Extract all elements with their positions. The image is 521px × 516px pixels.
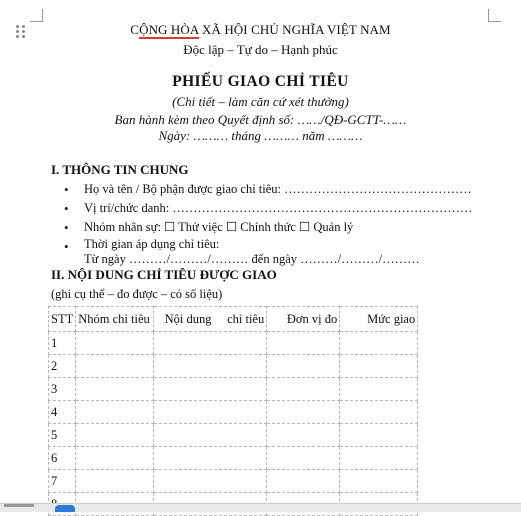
row-number: 3	[49, 378, 76, 401]
decision-reference: Ban hành kèm theo Quyết định số: ……/QĐ-GCTT-……	[114, 112, 407, 127]
table-cell[interactable]	[154, 424, 267, 447]
table-cell[interactable]	[154, 401, 267, 424]
form-title: PHIẾU GIAO CHỈ TIÊU	[172, 73, 349, 90]
table-cell[interactable]	[154, 470, 267, 493]
status-bar-text-fragment	[4, 504, 34, 507]
table-cell[interactable]	[340, 424, 418, 447]
table-cell[interactable]	[340, 378, 418, 401]
row-number: 1	[49, 332, 76, 355]
table-cell[interactable]	[76, 332, 154, 355]
list-item	[64, 199, 472, 218]
list-item	[64, 218, 472, 237]
table-cell[interactable]	[154, 378, 267, 401]
list-item-text: Vị trí/chức danh: ………………………………………………………………	[84, 201, 473, 215]
row-number: 6	[49, 447, 76, 470]
table-cell[interactable]	[340, 401, 418, 424]
table-cell[interactable]	[76, 378, 154, 401]
table-row	[49, 401, 418, 424]
list-item-text: • Thời gian áp dụng chỉ tiêu:	[84, 237, 220, 251]
table-cell[interactable]	[76, 355, 154, 378]
spellcheck-underline-text: ỘNG HÒA	[139, 22, 199, 37]
table-cell[interactable]	[340, 470, 418, 493]
row-number: 2	[49, 355, 76, 378]
table-cell[interactable]	[267, 470, 340, 493]
row-number: 5	[49, 424, 76, 447]
table-row	[49, 470, 418, 493]
targets-table	[48, 306, 418, 516]
table-row	[49, 447, 418, 470]
table-cell[interactable]	[267, 355, 340, 378]
section-2-heading: II. NỘI DUNG CHỈ TIÊU ĐƯỢC GIAO	[51, 267, 277, 282]
column-header-target-level: Mức giao	[340, 307, 418, 332]
table-cell[interactable]	[76, 401, 154, 424]
general-info-list	[64, 180, 472, 271]
table-cell[interactable]	[267, 424, 340, 447]
list-item	[64, 180, 472, 199]
nation-header	[0, 22, 521, 38]
nation-header-post: XÃ HỘI CHỦ NGHĨA VIỆT NAM	[198, 22, 391, 37]
table-cell[interactable]	[76, 424, 154, 447]
table-cell[interactable]	[340, 447, 418, 470]
form-subtitle: (Chi tiết – làm căn cứ xét thưởng)	[172, 94, 349, 109]
table-cell[interactable]	[154, 355, 267, 378]
page-corner-mark-top-right	[488, 9, 501, 22]
table-row	[49, 424, 418, 447]
table-cell[interactable]	[76, 470, 154, 493]
row-number: 4	[49, 401, 76, 424]
nation-header-pre: C	[130, 22, 140, 37]
table-row	[49, 355, 418, 378]
page-corner-mark-top-left	[30, 9, 43, 22]
table-cell[interactable]	[267, 401, 340, 424]
row-number: 7	[49, 470, 76, 493]
list-item	[64, 237, 472, 271]
table-cell[interactable]	[267, 378, 340, 401]
column-header-content: Nội dung chỉ tiêu	[154, 307, 267, 332]
table-cell[interactable]	[340, 355, 418, 378]
column-header-group: Nhóm chỉ tiêu	[76, 307, 154, 332]
date-line: Ngày: ……… tháng ……… năm ………	[158, 128, 363, 143]
section-2-note: (ghi cụ thể – đo được – có số liệu)	[51, 287, 223, 301]
period-line: Từ ngày ………/………/……… đến ngày ………/………/………	[84, 252, 420, 266]
column-header-stt: STT	[49, 307, 76, 332]
table-header-row	[49, 307, 418, 332]
column-header-unit: Đơn vị đo	[267, 307, 340, 332]
table-cell[interactable]	[76, 447, 154, 470]
list-item-text: Họ và tên / Bộ phận được giao chỉ tiêu: ………………………………………	[84, 182, 472, 196]
table-cell[interactable]	[154, 332, 267, 355]
table-cell[interactable]	[267, 332, 340, 355]
motto: Độc lập – Tự do – Hạnh phúc	[183, 42, 338, 57]
section-1-heading: I. THÔNG TIN CHUNG	[51, 162, 189, 177]
table-cell[interactable]	[154, 447, 267, 470]
table-cell[interactable]	[340, 332, 418, 355]
table-row	[49, 378, 418, 401]
table-cell[interactable]	[267, 447, 340, 470]
list-item-text: Nhóm nhân sự: ☐ Thử việc ☐ Chính thức ☐ Quản lý	[84, 220, 354, 234]
table-row	[49, 332, 418, 355]
